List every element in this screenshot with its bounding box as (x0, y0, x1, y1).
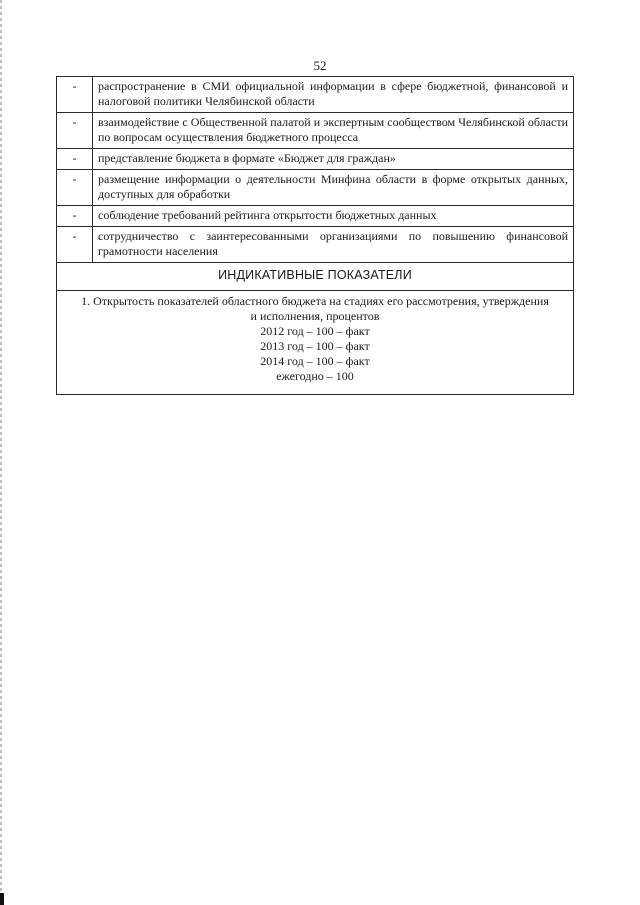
indicator-value-2013: 2013 год – 100 – факт (260, 339, 370, 353)
item-marker: - (57, 227, 93, 263)
indicator-title: 1. Открытость показателей областного бюджета на стадиях его рассмотрения, утверждения (81, 294, 549, 308)
measures-table (56, 76, 574, 395)
indicator-title-continued: и исполнения, процентов (250, 309, 380, 323)
item-text: представление бюджета в формате «Бюджет для граждан» (93, 149, 574, 170)
indicator-value-2014: 2014 год – 100 – факт (260, 354, 370, 368)
scan-mark (0, 893, 4, 905)
indicator-value-annual: ежегодно – 100 (276, 369, 354, 383)
scan-edge (0, 0, 2, 905)
indicator-value-2012: 2012 год – 100 – факт (260, 324, 370, 338)
item-text: распространение в СМИ официальной информации в сфере бюджетной, финансовой и налоговой политики Челябинской области (93, 77, 574, 113)
item-marker: - (57, 170, 93, 206)
item-text: размещение информации о деятельности Минфина области в форме открытых данных, доступных для обработки (93, 170, 574, 206)
item-marker: - (57, 149, 93, 170)
item-text: соблюдение требований рейтинга открытости бюджетных данных (93, 206, 574, 227)
indicators-row (57, 291, 574, 395)
table-row (57, 170, 574, 206)
table-row (57, 206, 574, 227)
indicators-cell (57, 291, 574, 395)
table-row (57, 149, 574, 170)
item-marker: - (57, 77, 93, 113)
table-row (57, 77, 574, 113)
item-marker: - (57, 206, 93, 227)
table-row (57, 227, 574, 263)
item-marker: - (57, 113, 93, 149)
item-text: сотрудничество с заинтересованными организациями по повышению финансовой грамотности населения (93, 227, 574, 263)
indicators-heading-row (57, 263, 574, 291)
indicators-heading: ИНДИКАТИВНЫЕ ПОКАЗАТЕЛИ (57, 263, 574, 291)
item-text: взаимодействие с Общественной палатой и экспертным сообществом Челябинской области по вопросам осуществления бюджетного процесса (93, 113, 574, 149)
table-row (57, 113, 574, 149)
page-number: 52 (313, 58, 327, 73)
